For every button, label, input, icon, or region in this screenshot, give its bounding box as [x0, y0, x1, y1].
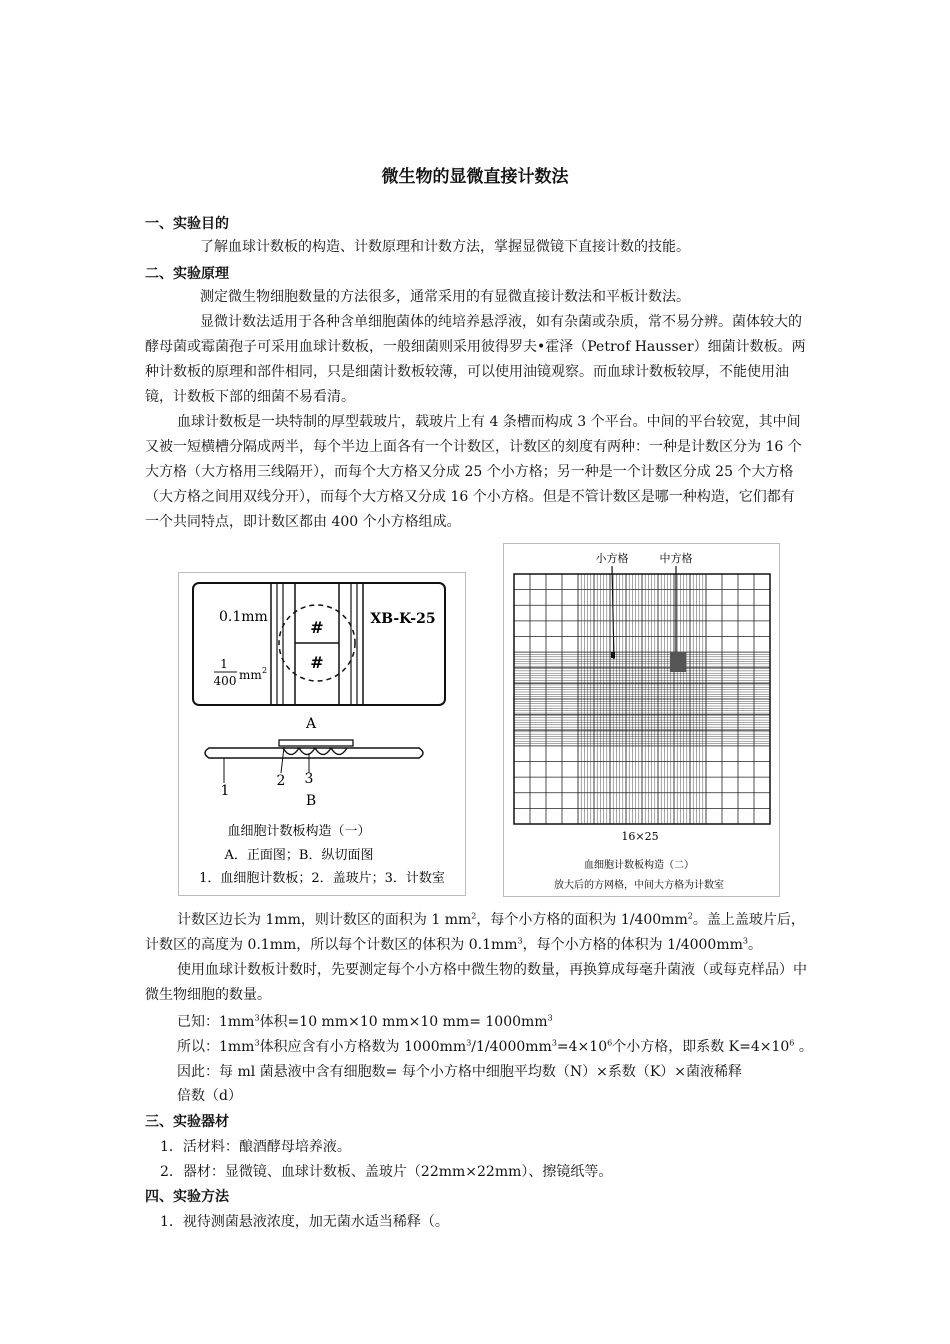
figure1-caption-parts: 1．血细胞计数板；2．盖玻片；3．计数室	[199, 871, 445, 886]
formula-line-2: 倍数（d）	[177, 1088, 242, 1104]
known-sup-1: 3	[254, 1013, 260, 1023]
view-label-b: B	[305, 793, 317, 809]
grid-mark-lower: #	[310, 653, 324, 672]
part-number-1: 1	[220, 783, 230, 799]
figure2-caption-title: 血细胞计数板构造（二）	[584, 860, 694, 871]
so-sup-3: 3	[551, 1038, 557, 1048]
view-label-a: A	[305, 716, 317, 732]
so-text-5: 个小方格，即系数 K=4×10	[612, 1039, 790, 1055]
so-text-1: 所以：1mm	[177, 1039, 255, 1055]
section-heading-materials: 三、实验器材	[145, 1114, 229, 1130]
area-fraction-unit: mm	[239, 668, 262, 682]
grid-mark-upper: #	[310, 618, 324, 637]
area-fraction-numerator: 1	[220, 657, 228, 671]
so-sup-1: 3	[254, 1038, 260, 1048]
formula-paragraph-area	[145, 908, 807, 958]
small-square-label: 小方格	[595, 552, 629, 565]
figure1-caption-views: A．正面图；B．纵切面图	[224, 848, 374, 863]
depth-label: 0.1mm	[219, 609, 268, 625]
figure-counting-chamber-structure-1	[178, 572, 466, 896]
part-number-2: 2	[276, 773, 286, 789]
so-text-2: 体积应含有小方格数为 1000mm	[259, 1039, 467, 1055]
formula-paragraph-usage: 使用血球计数板计数时，先要测定每个小方格中微生物的数量，再换算成每毫升菌液（或每克样品）中微生物细胞的数量。	[145, 962, 807, 1003]
purpose-paragraph: 了解血球计数板的构造、计数原理和计数方法，掌握显微镜下直接计数的技能。	[200, 239, 690, 255]
so-sup-4: 6	[607, 1038, 613, 1048]
section-heading-principle: 二、实验原理	[145, 266, 229, 282]
area-text-4: ，每个小方格的体积为 1/4000mm	[522, 937, 743, 953]
materials-item-2: 2．器材：显微镜、血球计数板、盖玻片（22mm×22mm）、擦镜纸等。	[160, 1164, 613, 1180]
principle-paragraph-1: 测定微生物细胞数量的方法很多，通常采用的有显微直接计数法和平板计数法。	[200, 289, 690, 305]
section-heading-method: 四、实验方法	[145, 1189, 229, 1205]
counting-grid	[514, 574, 770, 824]
so-sup-5: 6	[789, 1038, 795, 1048]
area-text-2: ，每个小方格的面积为 1/400mm	[476, 912, 688, 928]
area-text-1: 计数区边长为 1mm，则计数区的面积为 1 mm	[177, 912, 472, 928]
principle-paragraph-3: 血球计数板是一块特制的厚型载玻片，载玻片上有 4 条槽而构成 3 个平台。中间的平台较宽，其中间又被一短横槽分隔成两半，每个半边上面各有一个计数区，计数区的刻度有两种：一种是计数区分为 16 个大方格（大方格用三线隔开），而每个大方格又分成 25 个小方格；另一种是一个计数区分成 25 个大方格（大方格之间用双线分开），而每个大方格又分成 16 个小方格。但是不管计数区是哪一种构造，它们都有一个共同特点，即计数区都由 400 个小方格组成。	[145, 414, 802, 530]
area-text-5: 。	[747, 937, 762, 953]
figure-counting-chamber-structure-2	[503, 543, 780, 897]
formula-line-1: 因此：每 ml 菌悬液中含有细胞数= 每个小方格中细胞平均数（N）×系数（K）×菌液稀释	[177, 1064, 743, 1080]
superscript-2b: 2	[687, 911, 693, 921]
therefore-line	[177, 1036, 813, 1056]
area-text-3: 。盖上盖玻片后，计数区的高度为 0.1mm，所以每个计数区的体积为 0.1mm	[145, 912, 805, 953]
known-text-2: 体积=10 mm×10 mm×10 mm= 1000mm	[259, 1014, 548, 1030]
medium-square-label: 中方格	[659, 552, 693, 565]
known-text-1: 已知：1mm	[177, 1014, 255, 1030]
method-item-1: 1．视待测菌悬液浓度，加无菌水适当稀释（。	[160, 1214, 449, 1230]
so-text-3: /1/4000mm	[471, 1039, 552, 1055]
known-line	[177, 1011, 553, 1031]
superscript-3b: 3	[742, 936, 748, 946]
part-number-3: 3	[304, 771, 314, 787]
area-fraction-denominator: 400	[213, 674, 237, 688]
superscript-3: 3	[517, 936, 523, 946]
model-label: XB-K-25	[370, 611, 436, 627]
section-heading-purpose: 一、实验目的	[145, 216, 229, 232]
materials-item-1: 1．活材料：酿酒酵母培养液。	[160, 1139, 351, 1155]
grid-diagram	[504, 544, 779, 896]
principle-paragraph-2: 显微计数法适用于各种含单细胞菌体的纯培养悬浮液，如有杂菌或杂质，常不易分辨。菌体较大的酵母菌或霉菌孢子可采用血球计数板，一般细菌则采用彼得罗夫•霍泽（Petrof Hausser）细菌计数板。两种计数板的原理和部件相同，只是细菌计数板较薄，可以使用油镜观察。而血球计数板较厚，不能使用油镜，计数板下部的细菌不易看清。	[145, 314, 806, 405]
area-fraction-superscript: 2	[262, 666, 268, 675]
document-title: 微生物的显微直接计数法	[381, 167, 569, 187]
so-sup-2: 3	[466, 1038, 472, 1048]
superscript-2: 2	[471, 911, 477, 921]
figure2-caption-description: 放大后的方网格，中间大方格为计数室	[554, 880, 724, 891]
figure1-caption-title: 血细胞计数板构造（一）	[227, 824, 371, 839]
chamber-diagram	[179, 573, 465, 895]
grid-size-label: 16×25	[621, 830, 659, 843]
so-text-6: 。	[794, 1039, 813, 1055]
so-text-4: =4×10	[556, 1039, 608, 1055]
known-sup-2: 3	[547, 1013, 553, 1023]
